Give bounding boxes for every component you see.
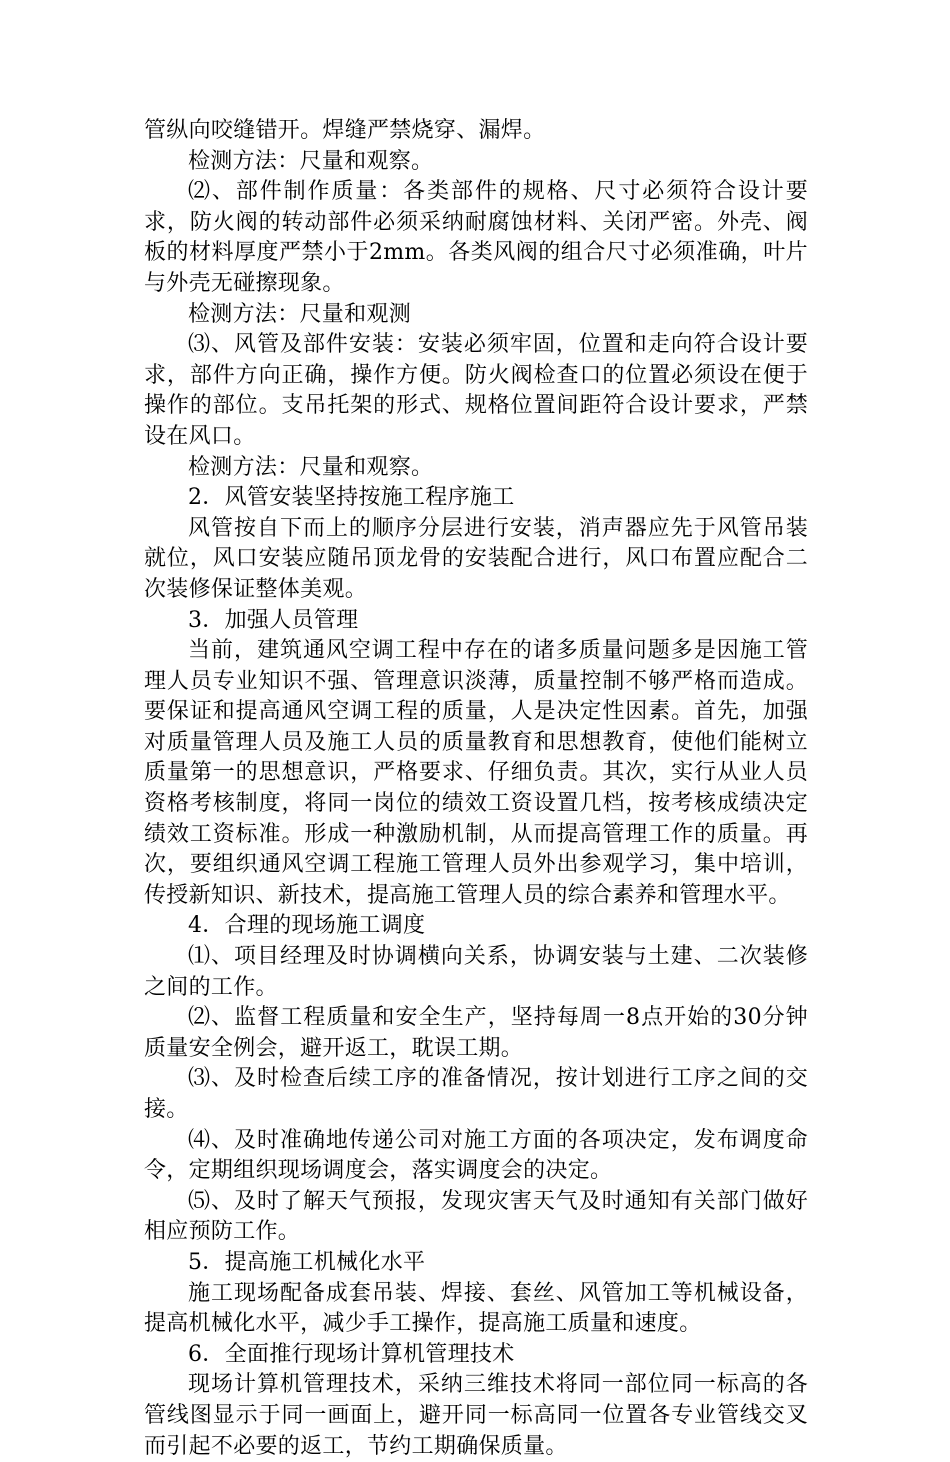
paragraph-personnel-management: 当前，建筑通风空调工程中存在的诸多质量问题多是因施工管理人员专业知识不强、管理意识淡薄，质量控制不够严格而造成。要保证和提高通风空调工程的质量，人是决定性因素。首先，加强对质量管理人员及施工人员的质量教育和思想教育，使他们能树立质量第一的思想意识，严格要求、仔细负责。其次，实行从业人员资格考核制度，将同一岗位的绩效工资设置几档，按考核成绩决定绩效工资标准。形成一种激励机制，从而提高管理工作的质量。再次，要组织通风空调工程施工管理人员外出参观学习，集中培训，传授新知识、新技术，提高施工管理人员的综合素养和管理水平。 [144,638,808,908]
section-heading-3: 3．加强人员管理 [188,607,359,633]
paragraph-dispatch-item-3: ⑶、及时检查后续工序的准备情况，按计划进行工序之间的交接。 [144,1066,808,1122]
paragraph-inspection-method: 检测方法：尺量和观察。 [188,454,434,480]
section-heading-4: 4．合理的现场施工调度 [188,913,426,939]
section-heading-5: 5．提高施工机械化水平 [188,1249,426,1275]
paragraph-component-quality: ⑵、部件制作质量：各类部件的规格、尺寸必须符合设计要求，防火阀的转动部件必须采纳耐腐蚀材料、关闭严密。外壳、阀板的材料厚度严禁小于2mm。各类风阀的组合尺寸必须准确，叶片与外壳无碰擦现象。 [144,179,808,296]
document-page [144,116,808,1462]
paragraph-duct-installation: ⑶、风管及部件安装：安装必须牢固，位置和走向符合设计要求，部件方向正确，操作方便。防火阀检查口的位置必须设在便于操作的部位。支吊托架的形式、规格位置间距符合设计要求，严禁设在风口。 [144,332,808,449]
paragraph-mechanization: 施工现场配备成套吊装、焊接、套丝、风管加工等机械设备，提高机械化水平，减少手工操作，提高施工质量和速度。 [144,1280,808,1337]
paragraph-inspection-method: 检测方法：尺量和观测 [188,301,412,327]
paragraph-dispatch-item-5: ⑸、及时了解天气预报，发现灾害天气及时通知有关部门做好相应预防工作。 [144,1188,808,1245]
paragraph-dispatch-item-1: ⑴、项目经理及时协调横向关系，协调安装与土建、二次装修之间的工作。 [144,944,808,1000]
paragraph-continuation: 管纵向咬缝错开。焊缝严禁烧穿、漏焊。 [144,118,546,143]
paragraph-computer-management: 现场计算机管理技术，采纳三维技术将同一部位同一标高的各管线图显示于同一画面上，避开同一标高同一位置各专业管线交叉而引起不必要的返工，节约工期确保质量。 [144,1372,808,1459]
section-heading-6: 6．全面推行现场计算机管理技术 [188,1341,515,1367]
paragraph-inspection-method: 检测方法：尺量和观察。 [188,148,434,174]
paragraph-dispatch-item-2: ⑵、监督工程质量和安全生产，坚持每周一8点开始的30分钟质量安全例会，避开返工，耽误工期。 [144,1005,808,1061]
paragraph-duct-sequence: 风管按自下而上的顺序分层进行安装，消声器应先于风管吊装就位，风口安装应随吊顶龙骨的安装配合进行，风口布置应配合二次装修保证整体美观。 [144,515,808,602]
paragraph-dispatch-item-4: ⑷、及时准确地传递公司对施工方面的各项决定，发布调度命令，定期组织现场调度会，落实调度会的决定。 [144,1127,808,1184]
section-heading-2: 2．风管安装坚持按施工程序施工 [188,485,515,511]
